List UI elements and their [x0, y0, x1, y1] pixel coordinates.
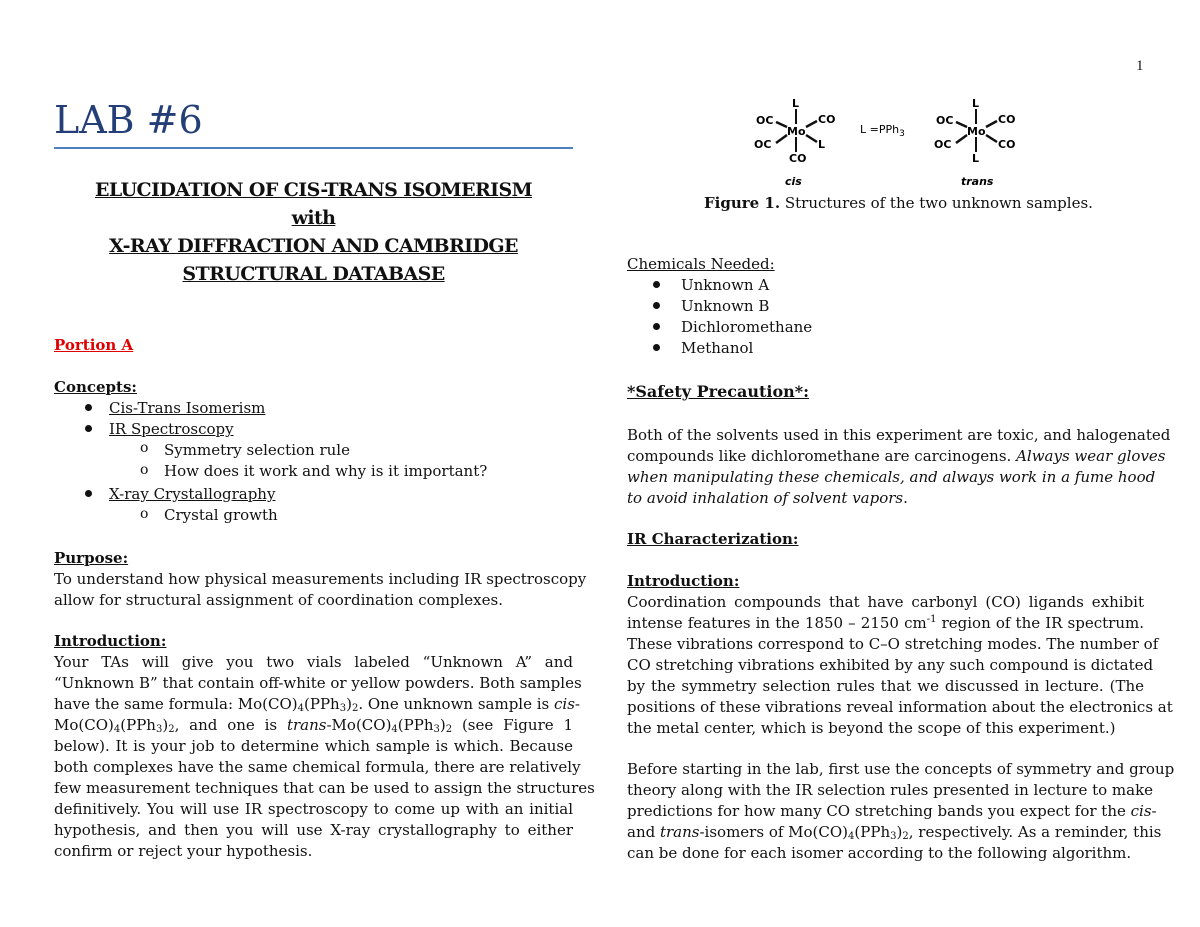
intro-line: $Mo(CO)_4(PPh_3)_2$, and one is trans-$Mo(CO)_4(PPh_3)_2$ (see Figure 1 — [54, 716, 574, 735]
trans-structure — [934, 97, 1015, 188]
bullet-icon — [653, 302, 660, 309]
concepts-label: Concepts: — [54, 378, 137, 396]
safety-line: to avoid inhalation of solvent vapors. — [627, 489, 908, 507]
heading-line-4: STRUCTURAL DATABASE — [182, 263, 445, 285]
cis-structure — [754, 97, 835, 188]
chemical-item: Unknown A — [681, 276, 770, 294]
circle-bullet-icon: o — [140, 506, 149, 522]
purpose-line: To understand how physical measurements including IR spectroscopy — [54, 570, 587, 588]
ligand-co: CO — [818, 113, 836, 126]
concept-subitem: Crystal growth — [164, 506, 278, 524]
intro-line: the metal center, which is beyond the scope of this experiment.) — [627, 719, 1116, 737]
ligand-oc: OC — [756, 114, 774, 127]
before-line: and trans-isomers of $Mo(CO)_4(PPh_3)_2$, respectively. As a reminder, this — [627, 823, 1162, 842]
metal-mo: Mo — [787, 125, 806, 138]
ir-characterization-label: IR Characterization: — [627, 530, 799, 548]
safety-label: *Safety Precaution*: — [627, 382, 810, 401]
ligand-co: CO — [998, 113, 1016, 126]
ligand-co-bottom: CO — [789, 152, 807, 165]
introduction-paragraph — [627, 592, 1173, 739]
heading-line-2: with — [291, 207, 336, 229]
metal-mo: Mo — [967, 125, 986, 138]
bullet-icon — [653, 344, 660, 351]
safety-line: when manipulating these chemicals, and always work in a fume hood — [627, 468, 1156, 486]
ligand-l-top: L — [972, 97, 980, 110]
title-rule — [54, 147, 573, 149]
intro-line: definitively. You will use IR spectroscopy to come up with an initial — [54, 800, 573, 818]
ligand-l-bottom: L — [972, 152, 980, 165]
bullet-icon — [653, 281, 660, 288]
chemical-item: Methanol — [681, 339, 754, 357]
chemical-item: Unknown B — [681, 297, 770, 315]
intro-line: both complexes have the same chemical formula, there are relatively — [54, 758, 581, 776]
intro-line: by the symmetry selection rules that we discussed in lecture. (The — [627, 677, 1144, 695]
ligand-l: L — [818, 138, 826, 151]
figure-caption: Figure 1. Structures of the two unknown samples. — [704, 194, 1093, 212]
circle-bullet-icon: o — [140, 462, 149, 478]
safety-line: compounds like dichloromethane are carcinogens. Always wear gloves — [627, 447, 1166, 465]
chemicals-label: Chemicals Needed: — [627, 255, 775, 273]
before-line: predictions for how many CO stretching bands you expect for the cis- — [627, 802, 1157, 820]
before-line: theory along with the IR selection rules presented in lecture to make — [627, 781, 1154, 799]
bullet-icon — [653, 323, 660, 330]
introduction-label: Introduction: — [54, 632, 167, 650]
intro-line: below). It is your job to determine which sample is which. Because — [54, 737, 573, 755]
structures-figure — [748, 95, 1058, 190]
before-line: can be done for each isomer according to the following algorithm. — [627, 844, 1132, 862]
intro-line: hypothesis, and then you will use X-ray crystallography to either — [54, 821, 573, 839]
safety-line: Both of the solvents used in this experiment are toxic, and halogenated — [627, 426, 1171, 444]
safety-paragraph — [627, 425, 1171, 509]
lab-title: LAB #6 — [54, 98, 203, 142]
intro-line: positions of these vibrations reveal information about the electronics at — [627, 698, 1173, 716]
concept-item: IR Spectroscopy — [109, 420, 234, 438]
heading-line-3: X-RAY DIFFRACTION AND CAMBRIDGE — [109, 235, 518, 257]
portion-label: Portion A — [54, 336, 134, 354]
page-number: 1 — [1136, 58, 1144, 74]
ligand-oc: OC — [936, 114, 954, 127]
ligand-oc: OC — [934, 138, 952, 151]
intro-line: These vibrations correspond to C–O stretching modes. The number of — [627, 635, 1159, 653]
trans-label: trans — [961, 175, 994, 188]
ligand-definition: L =PPh$_3$ — [860, 123, 905, 139]
intro-line: CO stretching vibrations exhibited by any such compound is dictated — [627, 656, 1154, 674]
ligand-l-top: L — [792, 97, 800, 110]
concept-subitem: Symmetry selection rule — [164, 441, 350, 459]
cis-label: cis — [785, 175, 802, 188]
bullet-icon — [85, 490, 92, 497]
concept-item: Cis-Trans Isomerism — [109, 399, 266, 417]
purpose-line: allow for structural assignment of coordination complexes. — [54, 591, 503, 609]
intro-line: Coordination compounds that have carbonyl (CO) ligands exhibit — [627, 593, 1144, 611]
intro-line: “Unknown B” that contain off-white or yellow powders. Both samples — [54, 674, 582, 692]
intro-line: have the same formula: $Mo(CO)_4(PPh_3)_2$. One unknown sample is cis- — [54, 695, 580, 714]
bullet-icon — [85, 425, 92, 432]
ligand-co: CO — [998, 138, 1016, 151]
introduction-paragraph — [54, 652, 595, 862]
intro-line: confirm or reject your hypothesis. — [54, 842, 313, 860]
introduction-label: Introduction: — [627, 572, 740, 590]
heading-line-1: ELUCIDATION OF CIS-TRANS ISOMERISM — [94, 179, 533, 201]
before-paragraph — [627, 759, 1175, 864]
main-heading — [54, 176, 573, 288]
intro-line: Your TAs will give you two vials labeled “Unknown A” and — [54, 653, 573, 671]
circle-bullet-icon: o — [140, 440, 149, 456]
chemical-item: Dichloromethane — [681, 318, 813, 336]
concept-subitem: How does it work and why is it important? — [164, 462, 488, 480]
before-line: Before starting in the lab, first use the concepts of symmetry and group — [627, 760, 1175, 778]
bullet-icon — [85, 404, 92, 411]
purpose-label: Purpose: — [54, 549, 129, 567]
intro-line: few measurement techniques that can be used to assign the structures — [54, 779, 595, 797]
ligand-oc: OC — [754, 138, 772, 151]
concept-item: X-ray Crystallography — [109, 485, 276, 503]
intro-line: intense features in the 1850 – 2150 $cm^{-1}$ region of the IR spectrum. — [627, 614, 1144, 632]
